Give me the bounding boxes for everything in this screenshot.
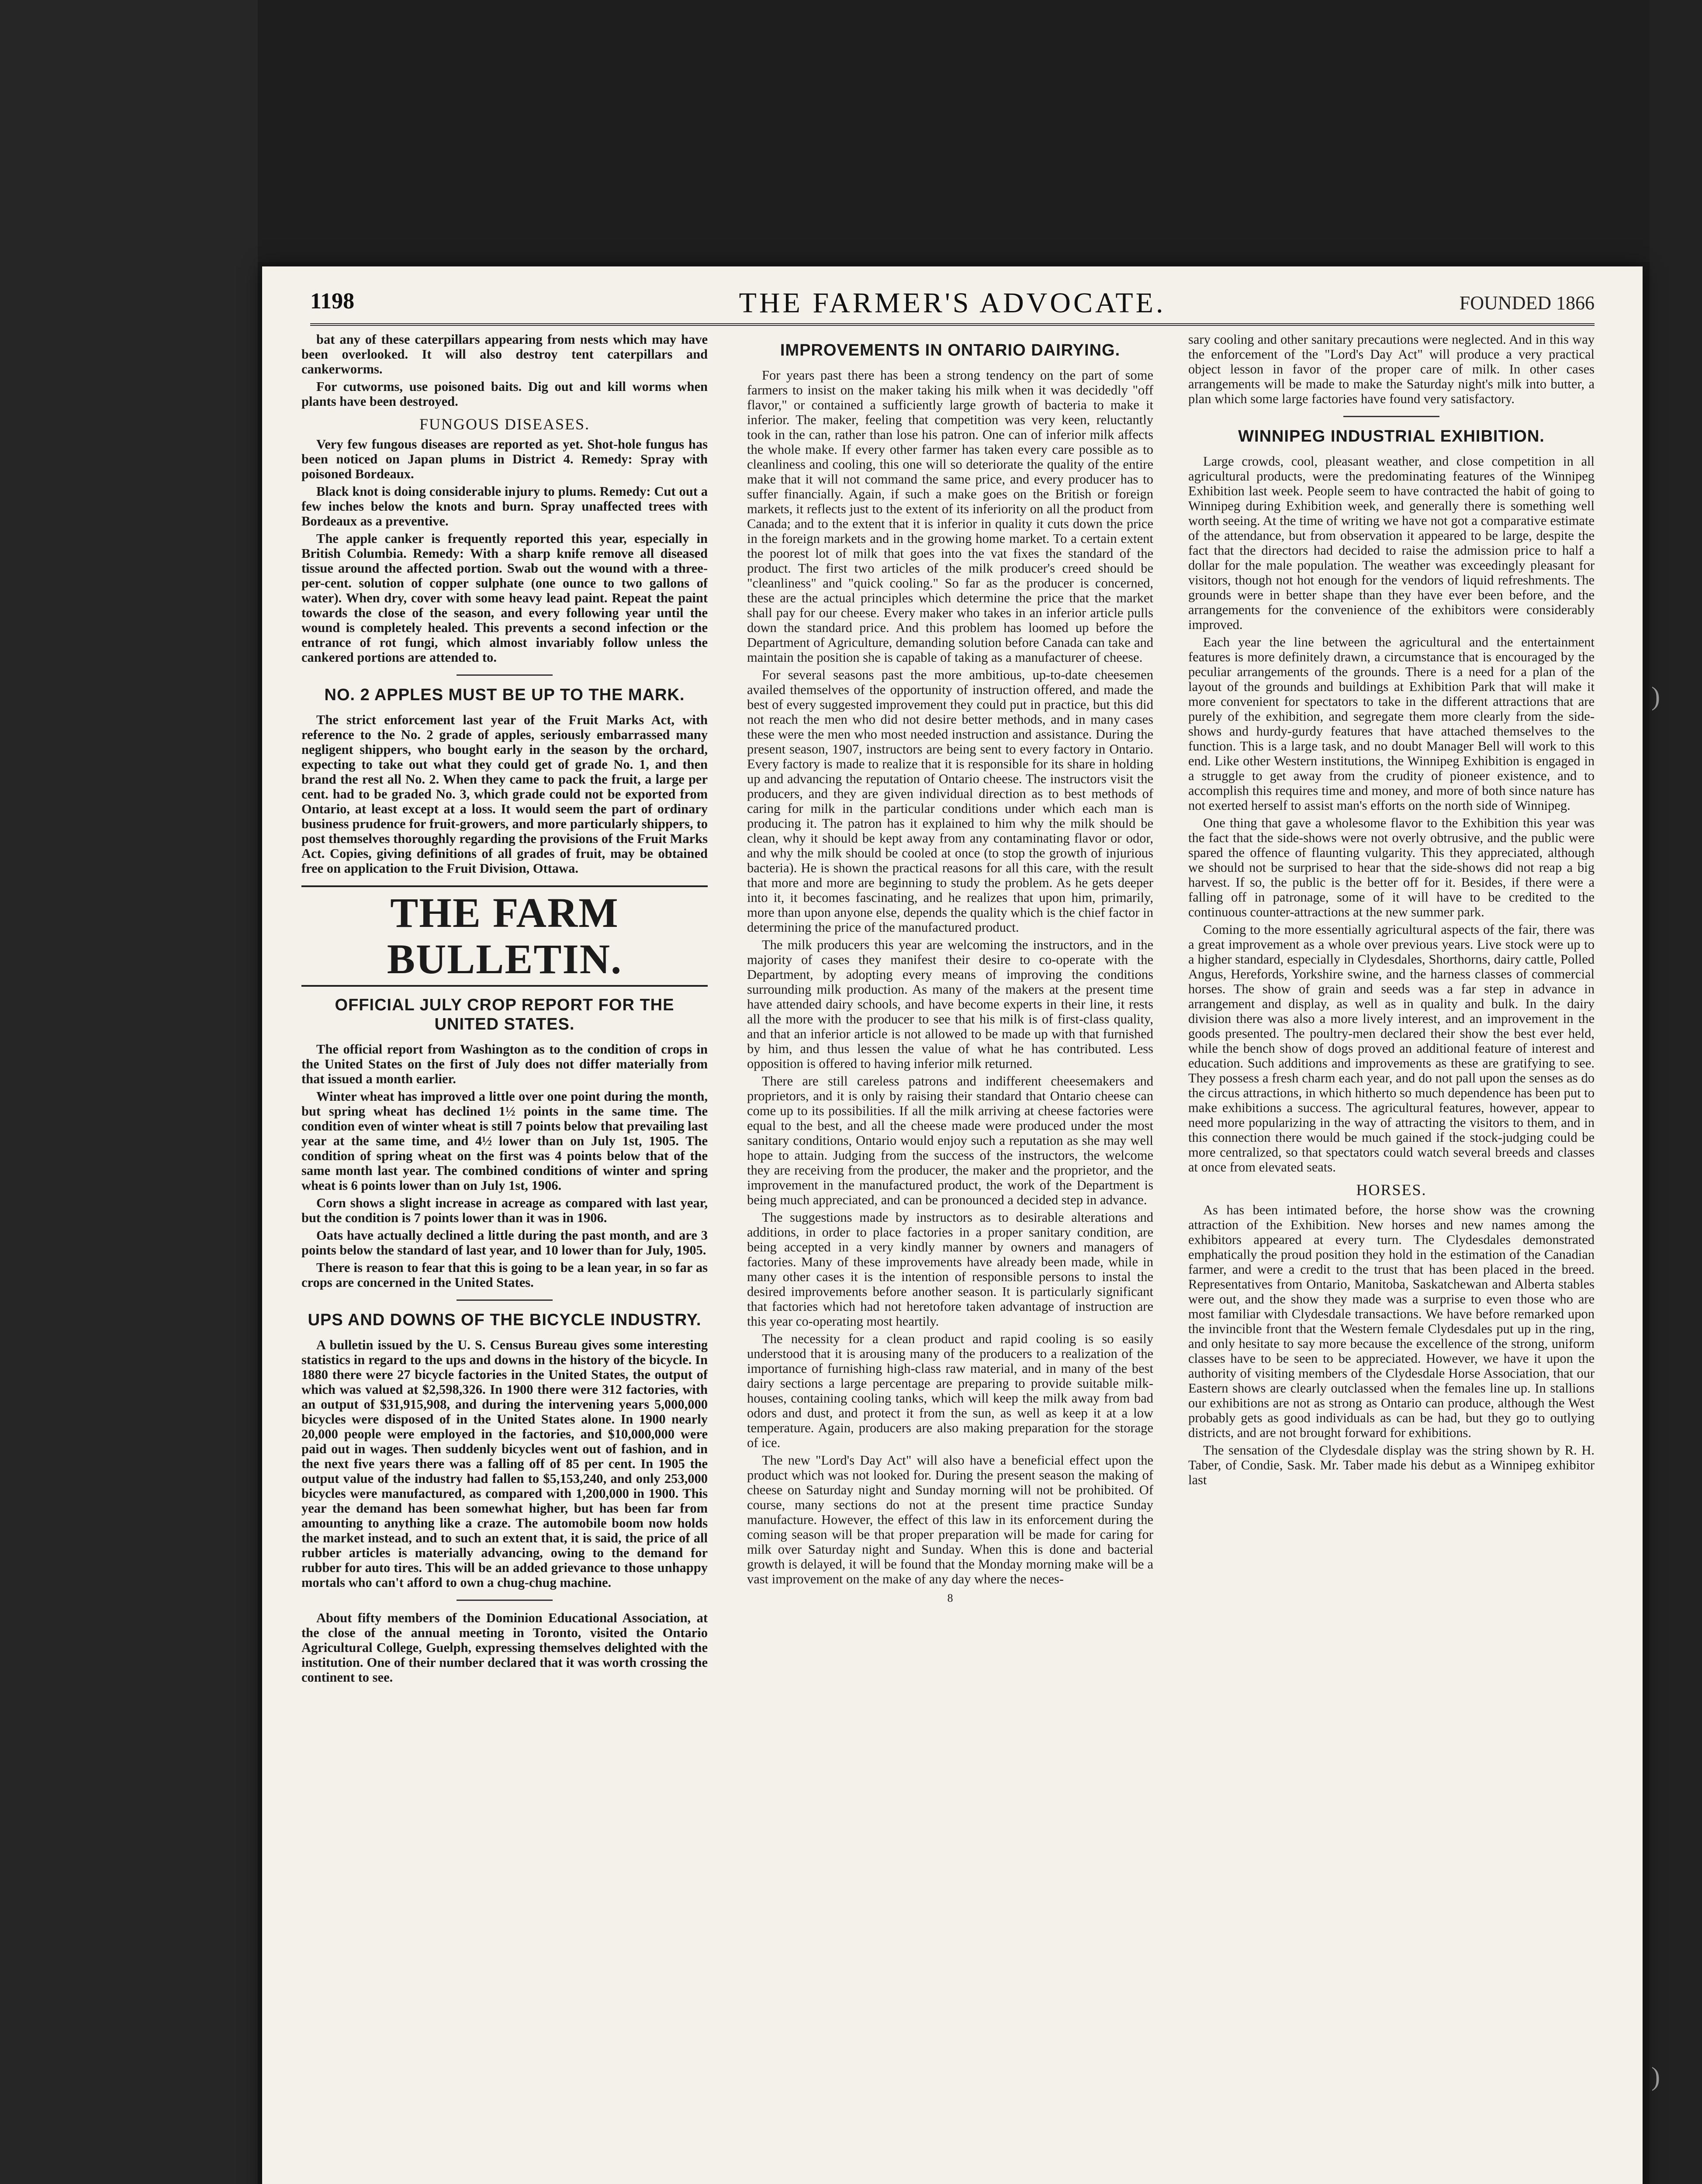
section-heading-apples: NO. 2 APPLES MUST BE UP TO THE MARK. <box>324 686 685 704</box>
binding-mark: ) <box>1651 682 1660 711</box>
divider <box>457 674 553 676</box>
paragraph: The suggestions made by instructors as to desirable alterations and additions, in order to place factories in a proper sanitary condition, are being accepted in a very kindly manner by owners and managers of factories. Many of these improvements have already been made, while in many other cases it is the intention of responsible persons to instal the desired improvements before another season. It is particularly significant that factories which had not heretofore taken advantage of instruction are this year co-operating most heartily. <box>747 1210 1153 1329</box>
paragraph: The necessity for a clean product and rapid cooling is so easily understood that it is arousing many of the producers to a realization of the importance of furnishing high-class raw material, and in many of the best dairy sections a large percentage are preparing to provide suitable milk-houses, containing cooling tanks, which will keep the milk away from bad odors and dust, and protect it from the sun, as well as keep it at a low temperature. Again, producers are also making preparation for the storage of ice. <box>747 1331 1153 1450</box>
scan-background-right <box>1650 0 1702 2184</box>
paragraph: Winter wheat has improved a little over one point during the month, but spring wheat has declined 1½ points in the same time. The condition even of winter wheat is still 7 points below that prevailing last year at the same time, and 4½ lower than on July 1st, 1905. The condition of spring wheat on the first was 4 points below that of the same month last year. The combined conditions of winter and spring wheat is 6 points lower than on July 1st, 1906. <box>301 1089 708 1193</box>
section-heading-horses: HORSES. <box>1356 1181 1427 1199</box>
page-header <box>310 284 1595 326</box>
page-number: 1198 <box>310 289 355 314</box>
divider <box>1343 416 1439 417</box>
paragraph: sary cooling and other sanitary precautions were neglected. And in this way the enforcement of the "Lord's Day Act" will produce a very practical object lesson in favor of the proper care of milk. In other cases arrangements will be made to make the Saturday night's milk into butter, a plan which some large factories have found very satisfactory. <box>1188 332 1595 406</box>
scan-background-left <box>0 0 258 2184</box>
section-heading-crop-report: OFFICIAL JULY CROP REPORT FOR THE UNITED STATES. <box>335 996 675 1033</box>
paragraph: Oats have actually declined a little during the past month, and are 3 points below the standard of last year, and 10 lower than for July, 1905. <box>301 1228 708 1258</box>
paragraph: Black knot is doing considerable injury to plums. Remedy: Cut out a few inches below the knots and burn. Spray unaffected trees with Bordeaux as a preventive. <box>301 484 708 529</box>
paragraph: For years past there has been a strong tendency on the part of some farmers to insist on the maker taking his milk when it was decidedly "off flavor," or contained a sufficiently large growth of bacteria to make it inferior. The maker, feeling that competition was very keen, reluctantly took in the can, rather than lose his patron. One can of inferior milk affects the whole make. If every other farmer has taken every care possible as to cleanliness and cooling, this one will so deteriorate the quality of the entire make that it will not command the same price, and every producer has to suffer financially. Again, if such a make goes on the British or foreign markets, it reflects just to the extent of its inferiority on all the product from Canada; and to the extent that it is inferior in quality it cuts down the price in the foreign markets and in the growing home market. To a certain extent the poorest lot of milk that goes into the vat fixes the standard of the product. The first two articles of the milk producer's creed should be "cleanliness" and "quick cooling." So far as the producer is concerned, these are the actual principles which determine the price that the market shall pay for our cheese. Every maker who takes in an inferior article pulls down the standard price. And this problem has loomed up before the Department of Agriculture, demanding solution before Canada can take and maintain the position she is capable of taking as a manufacturer of cheese. <box>747 368 1153 665</box>
paragraph: As has been intimated before, the horse show was the crowning attraction of the Exhibition. New horses and new names among the exhibitors appeared at every turn. The Clydesdales demonstrated emphatically the proud position they hold in the estimation of the Canadian farmer, and were a credit to the trust that has been placed in the breed. Representatives from Ontario, Manitoba, Saskatchewan and Alberta stables were out, and the show they made was a surprise to even those who are most familiar with Clydesdale transactions. We have before remarked upon the invincible front that the Western female Clydesdales put up in the ring, and only hesitate to say more because the excellence of the strong, uniform classes have to be seen to be appreciated. However, we have it upon the authority of visiting members of the Clydesdale Horse Association, that our Eastern shows are clearly outclassed when the females line up. In stallions our exhibitions are not as strong as Ontario can produce, although the West probably gets as good individuals as can be had, but they go to outlying districts, and are not brought forward for exhibitions. <box>1188 1203 1595 1440</box>
farm-bulletin-banner: THE FARM BULLETIN. <box>301 885 708 987</box>
divider <box>457 1600 553 1601</box>
section-heading-fungous: FUNGOUS DISEASES. <box>419 415 590 433</box>
paragraph: The new "Lord's Day Act" will also have a beneficial effect upon the product which was not looked for. During the present season the making of cheese on Saturday night and Sunday morning will not be prohibited. Of course, many sections do not at the present time practice Sunday manufacture. However, the effect of this law in its enforcement during the coming season will be that proper preparation will be made for caring for milk over Saturday night and Sunday. When this is done and bacterial growth is delayed, it will be found that the Monday morning make will be a vast improvement on the make of any day where the neces- <box>747 1453 1153 1586</box>
paragraph: The sensation of the Clydesdale display was the string shown by R. H. Taber, of Condie, Sask. Mr. Taber made his debut as a Winnipeg exhibitor last <box>1188 1443 1595 1487</box>
section-heading-bicycle: UPS AND DOWNS OF THE BICYCLE INDUSTRY. <box>308 1311 702 1329</box>
paragraph: One thing that gave a wholesome flavor to the Exhibition this year was the fact that the side-shows were not overly obtrusive, and the public were spared the offence of flaunting vulgarity. This they appreciated, although we should not be surprised to hear that the side-shows did not reap a big harvest. If so, the public is the better off for it. Besides, if there were a falling off in patronage, some of it will have to be credited to the continuous counter-attractions at the new summer park. <box>1188 816 1595 919</box>
divider <box>457 1299 553 1301</box>
founded-year: FOUNDED 1866 <box>1459 292 1595 314</box>
paragraph: A bulletin issued by the U. S. Census Bureau gives some interesting statistics in regard to the ups and downs in the history of the bicycle. In 1880 there were 27 bicycle factories in the United States, the output of which was valued at $2,598,326. In 1900 there were 312 factories, with an output of $31,915,908, and during the intervening years 5,000,000 bicycles were disposed of in the United States alone. In 1900 nearly 20,000 people were employed in the factories, and $10,000,000 were paid out in wages. Then suddenly bicycles went out of fashion, and in the next five years there was a falling off of 85 per cent. In 1905 the output value of the industry had fallen to $5,153,240, and only 253,000 bicycles were manufactured, as compared with 1,200,000 in 1900. This year the demand has been somewhat higher, but has been far from amounting to anything like a craze. The automobile boom now holds the market instead, and to such an extent that, it is said, the price of all rubber articles is materially advancing, owing to the demand for rubber for auto tires. This will be an added grievance to those unhappy mortals who can't afford to own a chug-chug machine. <box>301 1337 708 1590</box>
paragraph: For cutworms, use poisoned baits. Dig out and kill worms when plants have been destroyed. <box>301 379 708 409</box>
binding-mark: ) <box>1651 2062 1660 2091</box>
paragraph: Coming to the more essentially agricultural aspects of the fair, there was a great improvement as a whole over previous years. Live stock were up to a higher standard, especially in Clydesdales, Shorthorns, dairy cattle, Polled Angus, Herefords, Yorkshire swine, and the harness classes of commercial horses. The show of grain and seeds was a far step in advance in arrangement and display, as well as in quality and bulk. In the dairy division there was also a more lively interest, and an improvement in the goods presented. The poultry-men declared their show the best ever held, while the bench show of dogs proved an additional feature of interest and education. Such additions and improvements as these are gratifying to see. They possess a fresh charm each year, and do not pall upon the senses as do the circus attractions, in which hitherto so much dependence has been put to make exhibitions a success. The agricultural features, however, appear to need more popularizing in the way of attracting the visitors to them, and in this connection there would be much gained if the stock-judging could be more centralized, so that spectators could watch several breeds and classes at once from elevated seats. <box>1188 922 1595 1175</box>
column-right <box>1188 332 1595 2184</box>
column-middle <box>747 332 1153 2184</box>
section-heading-winnipeg: WINNIPEG INDUSTRIAL EXHIBITION. <box>1238 427 1545 446</box>
paragraph: The milk producers this year are welcoming the instructors, and in the majority of cases they manifest their desire to co-operate with the Department, by adopting every means of improving the conditions surrounding milk production. As many of the makers at the present time have attended dairy schools, and have become experts in their line, it rests all the more with the producer to see that his milk is of first-class quality, and that an inferior article is not allowed to be made up with that furnished by him, and thus lessen the value of what he has contributed. Less opposition is offered to having inferior milk returned. <box>747 937 1153 1071</box>
paragraph: There is reason to fear that this is going to be a lean year, in so far as crops are concerned in the United States. <box>301 1260 708 1290</box>
column-signature: 8 <box>947 1592 953 1604</box>
paragraph: There are still careless patrons and indifferent cheesemakers and proprietors, and it is only by raising their standard that Ontario cheese can come up to its possibilities. If all the milk arriving at cheese factories were equal to the best, and all the cheese made were produced under the most sanitary conditions, Ontario would enjoy such a reputation as she may well hope to attain. Judging from the success of the instructors, the welcome they are receiving from the producer, the maker and the proprietor, and the improvement in the manufactured product, the work of the Department is being much appreciated, and can be pronounced a decided step in advance. <box>747 1074 1153 1207</box>
paragraph: Very few fungous diseases are reported as yet. Shot-hole fungus has been noticed on Japan plums in District 4. Remedy: Spray with poisoned Bordeaux. <box>301 437 708 481</box>
paragraph: Corn shows a slight increase in acreage as compared with last year, but the condition is 7 points lower than it was in 1906. <box>301 1196 708 1225</box>
masthead-title: THE FARMER'S ADVOCATE. <box>739 287 1166 319</box>
paragraph: About fifty members of the Dominion Educational Association, at the close of the annual meeting in Toronto, visited the Ontario Agricultural College, Guelph, expressing themselves delighted with the institution. One of their number declared that it was worth crossing the continent to see. <box>301 1610 708 1685</box>
paragraph: For several seasons past the more ambitious, up-to-date cheesemen availed themselves of the opportunity of instruction offered, and made the best of every suggested improvement they could put in practice, but this did not reach the men who did not desire better methods, and in many cases these were the men who most needed instruction and assistance. During the present season, 1907, instructors are being sent to every factory in Ontario. Every factory is made to realize that it is responsible for its share in holding up and advancing the reputation of Ontario cheese. The instructors visit the producers, and they are given individual direction as to best methods of caring for milk in the particular conditions under which each man is producing it. The patron has it explained to him why the milk should be clean, why it should be kept away from any contaminating flavor or odor, and why the milk should be cooled at once (to stop the growth of injurious bacteria). He is shown the practical reasons for all this care, with the result that more and more are beginning to study the problem. As he gets deeper into it, it becomes fascinating, and he realizes that upon him, primarily, more than upon anyone else, depends the quality which is the chief factor in determining the price of the manufactured product. <box>747 667 1153 935</box>
column-left <box>301 332 708 2184</box>
paragraph: bat any of these caterpillars appearing from nests which may have been overlooked. It will also destroy tent caterpillars and cankerworms. <box>301 332 708 377</box>
section-heading-dairying: IMPROVEMENTS IN ONTARIO DAIRYING. <box>780 341 1121 359</box>
paragraph: The apple canker is frequently reported this year, especially in British Columbia. Remedy: With a sharp knife remove all diseased tissue around the affected portion. Swab out the wound with a three-per-cent. solution of copper sulphate (one ounce to two gallons of water). When dry, cover with some heavy lead paint. Repeat the paint towards the close of the season, and every following year until the wound is completely healed. This prevents a second infection or the entrance of rot fungi, which almost invariably follow unless the cankered portions are attended to. <box>301 531 708 665</box>
paragraph: The strict enforcement last year of the Fruit Marks Act, with reference to the No. 2 grade of apples, seriously embarrassed many negligent shippers, who bought early in the season by the orchard, expecting to take out what they could get of grade No. 1, and then brand the rest all No. 2. When they came to pack the fruit, a large per cent. had to be graded No. 3, which grade could not be exported from Ontario, at least except at a loss. It would seem the part of ordinary business prudence for fruit-growers, and more particularly shippers, to post themselves thoroughly regarding the provisions of the Fruit Marks Act. Copies, giving definitions of all grades of fruit, may be obtained free on application to the Fruit Division, Ottawa. <box>301 712 708 876</box>
newspaper-page <box>262 266 1643 2184</box>
paragraph: The official report from Washington as to the condition of crops in the United States on the first of July does not differ materially from that issued a month earlier. <box>301 1042 708 1086</box>
paragraph: Large crowds, cool, pleasant weather, and close competition in all agricultural products, were the predominating features of the Winnipeg Exhibition last week. People seem to have contracted the habit of going to Winnipeg during Exhibition week, and generally there is something well worth seeing. At the time of writing we have not got a comparative estimate of the attendance, but from observation it appeared to be large, despite the fact that the directors had decided to raise the admission price to half a dollar for the male population. The weather was exceedingly pleasant for visitors, though not hot enough for the vendors of liquid refreshments. The grounds were in better shape than they have ever been before, and the arrangements for the convenience of the exhibitors were considerably improved. <box>1188 454 1595 632</box>
paragraph: Each year the line between the agricultural and the entertainment features is more definitely drawn, a circumstance that is encouraged by the peculiar arrangements of the grounds. There is a need for a plan of the layout of the grounds and buildings at Exhibition Park that will make it more convenient for spectators to take in the different attractions that are purely of the exhibition, and segregate them more clearly from the side-shows and hurdy-gurdy features that have attached themselves to the function. This is a large task, and no doubt Manager Bell will work to this end. Like other Western institutions, the Winnipeg Exhibition is engaged in a struggle to get away from the crudity of pioneer existence, and to accomplish this requires time and money, and more of both since nature has not exerted herself to assist man's efforts on the north side of Winnipeg. <box>1188 635 1595 813</box>
